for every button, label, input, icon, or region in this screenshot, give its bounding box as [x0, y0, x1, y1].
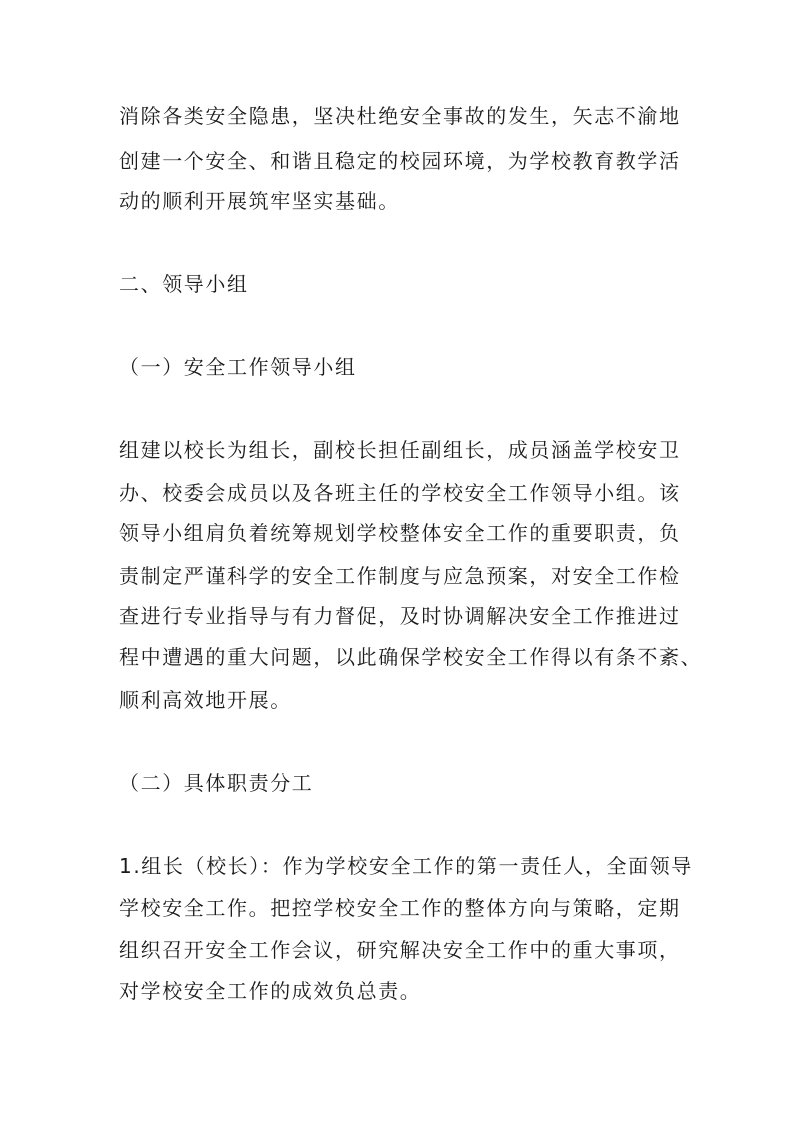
subsection-1-line-4: 责制定严谨科学的安全工作制度与应急预案，对安全工作检	[119, 564, 681, 588]
subsection-1-heading: （一）安全工作领导小组	[119, 355, 357, 379]
intro-line-1: 消除各类安全隐患，坚决杜绝安全事故的发生，矢志不渝地	[119, 104, 681, 128]
section-heading: 二、领导小组	[119, 272, 249, 296]
item-1-line-4: 对学校安全工作的成效负总责。	[119, 979, 422, 1003]
item-1-line-1: 1.组长（校长）：作为学校安全工作的第一责任人，全面领导	[119, 854, 693, 878]
subsection-1-line-5: 查进行专业指导与有力督促，及时协调解决安全工作推进过	[119, 604, 681, 628]
intro-line-2: 创建一个安全、和谐且稳定的校园环境，为学校教育教学活	[119, 149, 681, 173]
item-1-line-2: 学校安全工作。把控学校安全工作的整体方向与策略，定期	[119, 896, 681, 920]
subsection-1-line-3: 领导小组肩负着统筹规划学校整体安全工作的重要职责，负	[119, 521, 681, 545]
subsection-1-line-7: 顺利高效地开展。	[119, 688, 292, 712]
subsection-1-line-1: 组建以校长为组长，副校长担任副组长，成员涵盖学校安卫	[119, 438, 681, 462]
item-1-line-3: 组织召开安全工作会议，研究解决安全工作中的重大事项，	[119, 938, 681, 962]
subsection-1-line-6: 程中遭遇的重大问题，以此确保学校安全工作得以有条不紊、	[119, 645, 703, 669]
subsection-1-line-2: 办、校委会成员以及各班主任的学校安全工作领导小组。该	[119, 481, 681, 505]
intro-line-3: 动的顺利开展筑牢坚实基础。	[119, 189, 400, 213]
subsection-2-heading: （二）具体职责分工	[119, 771, 314, 795]
